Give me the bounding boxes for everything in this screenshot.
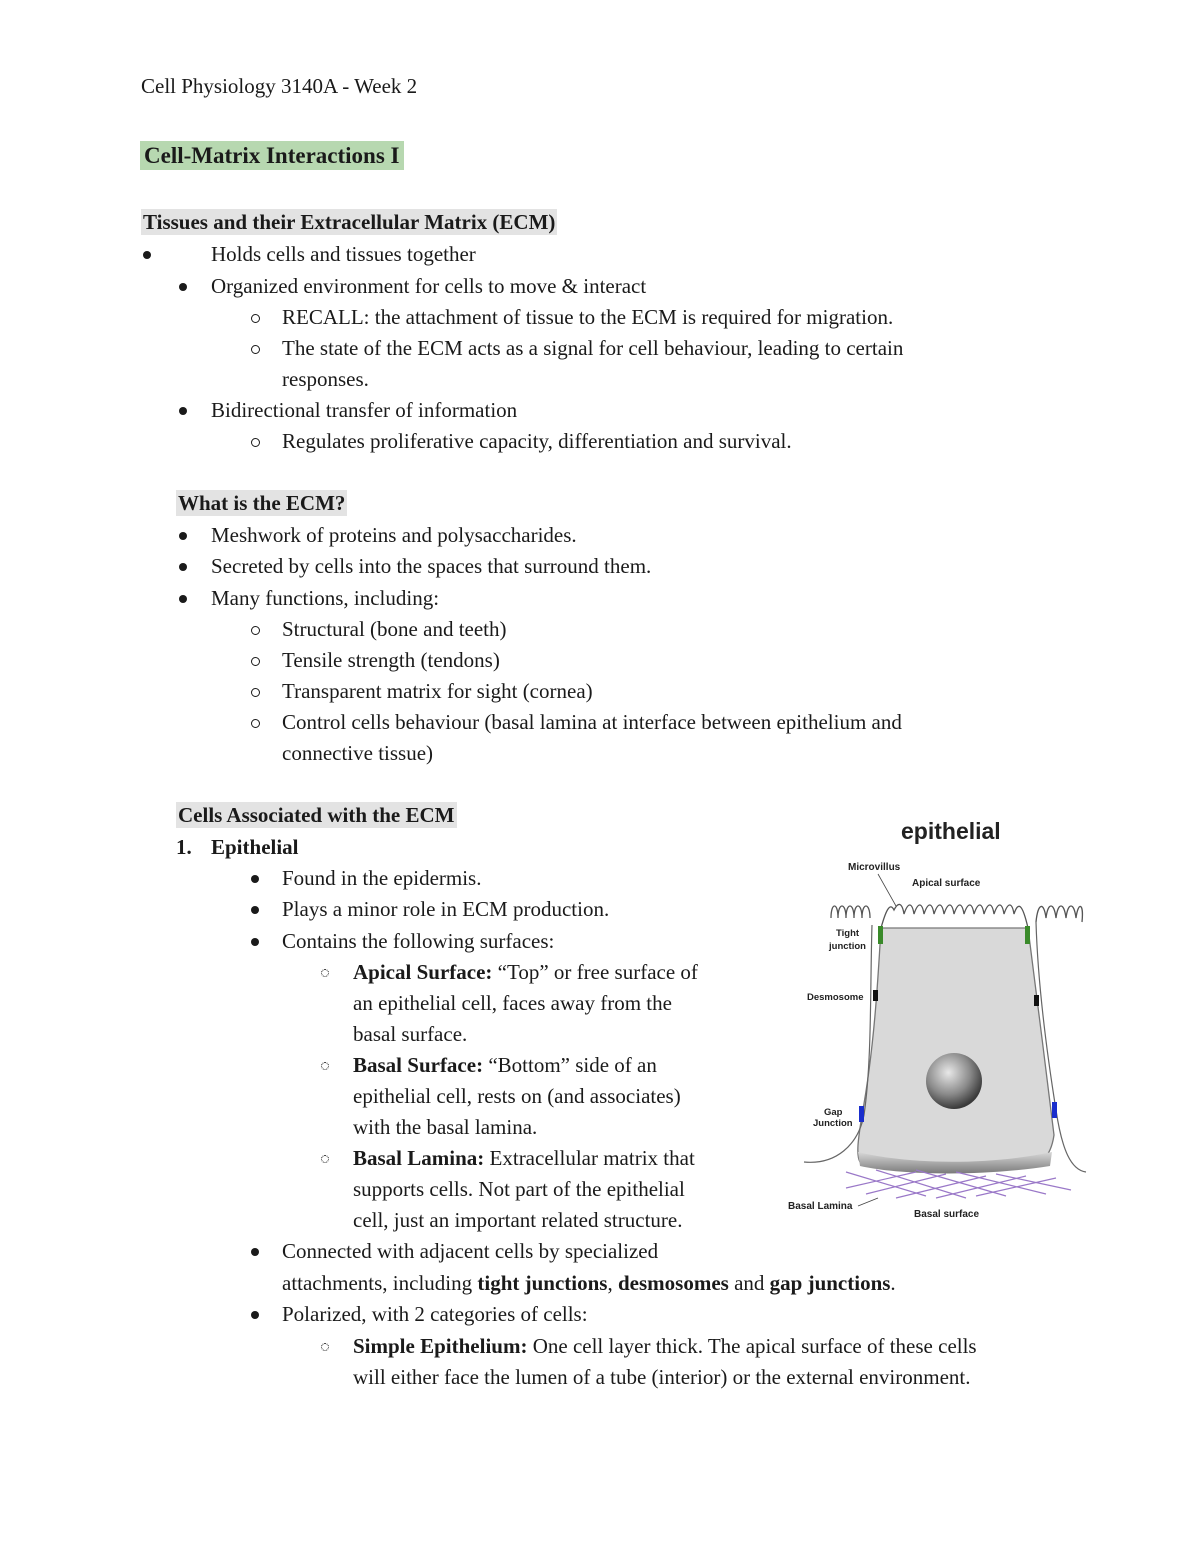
definition-simple-epithelium — [353, 1333, 977, 1359]
leader-basal-lamina — [858, 1198, 878, 1206]
numbered-item-number: 1. — [176, 835, 192, 859]
label-tight-junction: junction — [829, 941, 866, 952]
label-basal-lamina: Basal Lamina — [788, 1201, 853, 1212]
section-heading-tissues — [141, 209, 557, 235]
list-item: Found in the epidermis. — [282, 866, 482, 890]
term-apical: Apical Surface: — [353, 960, 493, 984]
section-heading-cells-ecm-text: Cells Associated with the ECM — [178, 803, 455, 827]
sub-bullet — [251, 657, 260, 666]
microvilli — [831, 904, 1082, 928]
section-heading-tissues-text: Tissues and their Extracellular Matrix (ECM) — [143, 210, 556, 234]
label-basal-surface: Basal surface — [914, 1209, 980, 1220]
list-item-continued: cell, just an important related structure. — [353, 1208, 683, 1232]
gap-junction-right — [1052, 1102, 1057, 1118]
definition-text: Extracellular matrix that — [484, 1146, 695, 1170]
sub-bullet — [251, 345, 260, 354]
diagram-title: epithelial — [901, 818, 1001, 844]
text-run: . — [890, 1271, 896, 1295]
sub-bullet — [251, 626, 260, 635]
section-heading-cells-ecm — [176, 802, 457, 828]
list-item: The state of the ECM acts as a signal for cell behaviour, leading to certain — [282, 336, 904, 360]
bullet — [143, 251, 151, 259]
basal-lamina-mesh — [846, 1170, 1071, 1198]
definition-text: “Top” or free surface of — [492, 960, 698, 984]
definition-apical — [353, 959, 698, 985]
label-desmosome: Desmosome — [807, 992, 864, 1003]
label-apical-surface: Apical surface — [912, 878, 981, 889]
bullet — [251, 906, 259, 914]
bullet — [179, 563, 187, 571]
bullet — [179, 283, 187, 291]
list-item: Control cells behaviour (basal lamina at interface between epithelium and — [282, 710, 902, 734]
sub-sub-bullet — [321, 1062, 329, 1070]
list-item-continued: epithelial cell, rests on (and associates) — [353, 1084, 681, 1108]
list-item-continued: basal surface. — [353, 1022, 468, 1046]
bullet — [251, 1248, 259, 1256]
list-item: Plays a minor role in ECM production. — [282, 897, 610, 921]
numbered-item-title: Epithelial — [211, 835, 299, 859]
bullet — [179, 532, 187, 540]
label-tight: Tight — [836, 928, 860, 939]
list-item: Regulates proliferative capacity, differentiation and survival. — [282, 429, 792, 453]
list-item: RECALL: the attachment of tissue to the ECM is required for migration. — [282, 305, 894, 329]
term-basal-lamina: Basal Lamina: — [353, 1146, 485, 1170]
tight-junction-right — [1025, 926, 1030, 944]
bullet — [179, 407, 187, 415]
bullet — [251, 938, 259, 946]
gap-junction-left — [859, 1106, 864, 1122]
text-run: and — [728, 1271, 770, 1295]
list-item: Connected with adjacent cells by specialized — [282, 1239, 659, 1263]
sub-bullet — [251, 688, 260, 697]
list-item-continued — [282, 1270, 896, 1296]
list-item: Contains the following surfaces: — [282, 929, 555, 953]
bullet — [251, 1311, 259, 1319]
term-tight-junctions: tight junctions — [477, 1271, 608, 1295]
leader-microvillus — [878, 874, 896, 906]
sub-bullet — [251, 719, 260, 728]
list-item-continued: responses. — [282, 367, 369, 391]
list-item-continued: will either face the lumen of a tube (interior) or the external environment. — [353, 1365, 971, 1389]
section-heading-what-is-ecm — [176, 490, 347, 516]
section-heading-what-is-ecm-text: What is the ECM? — [178, 491, 346, 515]
desmosome-left — [873, 990, 878, 1001]
list-item: Transparent matrix for sight (cornea) — [282, 679, 593, 703]
definition-text: “Bottom” side of an — [483, 1053, 657, 1077]
label-gap-junction: Junction — [813, 1118, 853, 1129]
sub-bullet — [251, 314, 260, 323]
list-item-continued: an epithelial cell, faces away from the — [353, 991, 672, 1015]
course-header: Cell Physiology 3140A - Week 2 — [141, 74, 418, 98]
label-gap: Gap — [824, 1107, 843, 1118]
sub-sub-bullet — [321, 1343, 329, 1351]
list-item-continued: supports cells. Not part of the epithelial — [353, 1177, 685, 1201]
bullet — [179, 595, 187, 603]
sub-sub-bullet — [321, 969, 329, 977]
desmosome-right — [1034, 995, 1039, 1006]
definition-text: One cell layer thick. The apical surface of these cells — [527, 1334, 977, 1358]
text-run: , — [607, 1271, 618, 1295]
list-item: Structural (bone and teeth) — [282, 617, 507, 641]
tight-junction-left — [878, 926, 883, 944]
label-microvillus: Microvillus — [848, 862, 901, 873]
bullet — [251, 875, 259, 883]
term-gap-junctions: gap junctions — [769, 1271, 891, 1295]
list-item: Tensile strength (tendons) — [282, 648, 500, 672]
list-item: Holds cells and tissues together — [211, 242, 476, 266]
list-item: Secreted by cells into the spaces that surround them. — [211, 554, 652, 578]
list-item: Polarized, with 2 categories of cells: — [282, 1302, 588, 1326]
term-desmosomes: desmosomes — [617, 1271, 729, 1295]
page-title — [140, 143, 404, 169]
definition-basal — [353, 1052, 657, 1078]
list-item: Bidirectional transfer of information — [211, 398, 518, 422]
list-item: Organized environment for cells to move & interact — [211, 274, 647, 298]
cell-body — [858, 928, 1054, 1170]
sub-sub-bullet — [321, 1155, 329, 1163]
epithelial-cell-diagram — [786, 810, 1096, 1230]
list-item: Meshwork of proteins and polysaccharides. — [211, 523, 577, 547]
sub-bullet — [251, 438, 260, 447]
list-item-continued: with the basal lamina. — [353, 1115, 538, 1139]
text-run: attachments, including — [282, 1271, 478, 1295]
nucleus — [926, 1053, 982, 1109]
definition-basal-lamina — [353, 1145, 695, 1171]
term-simple-epithelium: Simple Epithelium: — [353, 1334, 528, 1358]
list-item-continued: connective tissue) — [282, 741, 434, 765]
page-title-text: Cell-Matrix Interactions I — [140, 141, 404, 170]
list-item: Many functions, including: — [211, 586, 440, 610]
term-basal: Basal Surface: — [353, 1053, 484, 1077]
